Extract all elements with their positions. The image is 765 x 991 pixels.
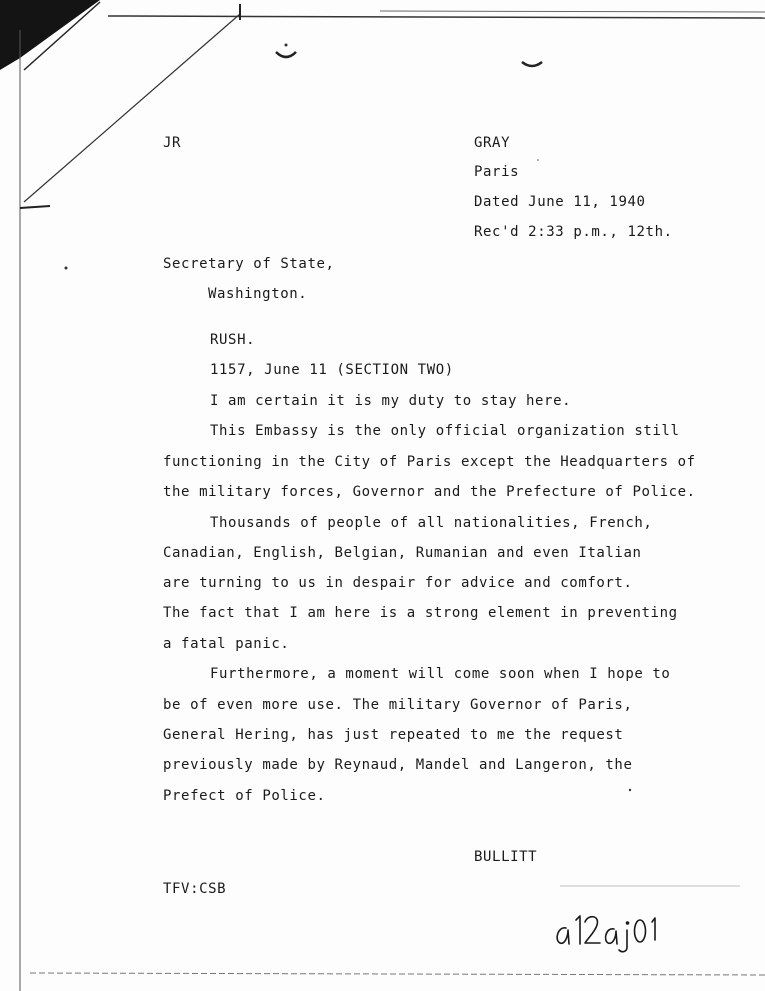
body-line: previously made by Reynaud, Mandel and Langeron, the: [163, 757, 633, 773]
speck: [629, 789, 631, 791]
header-place: Paris: [474, 164, 520, 180]
punch-mark: [522, 62, 542, 66]
bottom-edge-rule: [30, 973, 765, 975]
body-line: are turning to us in despair for advice and comfort.: [163, 575, 633, 591]
signature: BULLITT: [474, 849, 538, 865]
body-line: Furthermore, a moment will come soon when I hope to: [210, 666, 671, 682]
corner-shadow: [0, 0, 100, 70]
header-code: GRAY: [474, 135, 511, 151]
address-city: Washington.: [208, 286, 308, 302]
body-line: The fact that I am here is a strong element in preventing: [163, 605, 678, 621]
message-reference: 1157, June 11 (SECTION TWO): [210, 362, 454, 378]
body-line: be of even more use. The military Governor of Paris,: [163, 697, 633, 713]
handwritten-archive-note: [552, 906, 672, 956]
body-line: Canadian, English, Belgian, Rumanian and even Italian: [163, 545, 642, 561]
body-line: a fatal panic.: [163, 636, 290, 652]
body-line: General Hering, has just repeated to me the request: [163, 727, 624, 743]
filing-code: TFV:CSB: [163, 881, 227, 897]
speck: [537, 159, 539, 161]
body-line: Thousands of people of all nationalities, French,: [210, 515, 653, 531]
top-edge-rule: [380, 11, 765, 12]
address-recipient: Secretary of State,: [163, 256, 335, 272]
header-initials: JR: [163, 135, 182, 151]
margin-tick: [20, 206, 50, 208]
punch-mark: [276, 52, 296, 57]
crease-line: [24, 14, 240, 202]
priority-label: RUSH.: [210, 332, 256, 348]
top-edge-rule: [108, 16, 765, 18]
speck: [65, 267, 68, 270]
header-received: Rec'd 2:33 p.m., 12th.: [474, 224, 673, 240]
body-line: the military forces, Governor and the Prefecture of Police.: [163, 484, 696, 500]
body-line: This Embassy is the only official organization still: [210, 423, 680, 439]
body-line: Prefect of Police.: [163, 788, 326, 804]
body-line: I am certain it is my duty to stay here.: [210, 393, 572, 409]
speck: [285, 44, 288, 47]
body-line: functioning in the City of Paris except the Headquarters of: [163, 454, 696, 470]
header-dated: Dated June 11, 1940: [474, 194, 646, 210]
